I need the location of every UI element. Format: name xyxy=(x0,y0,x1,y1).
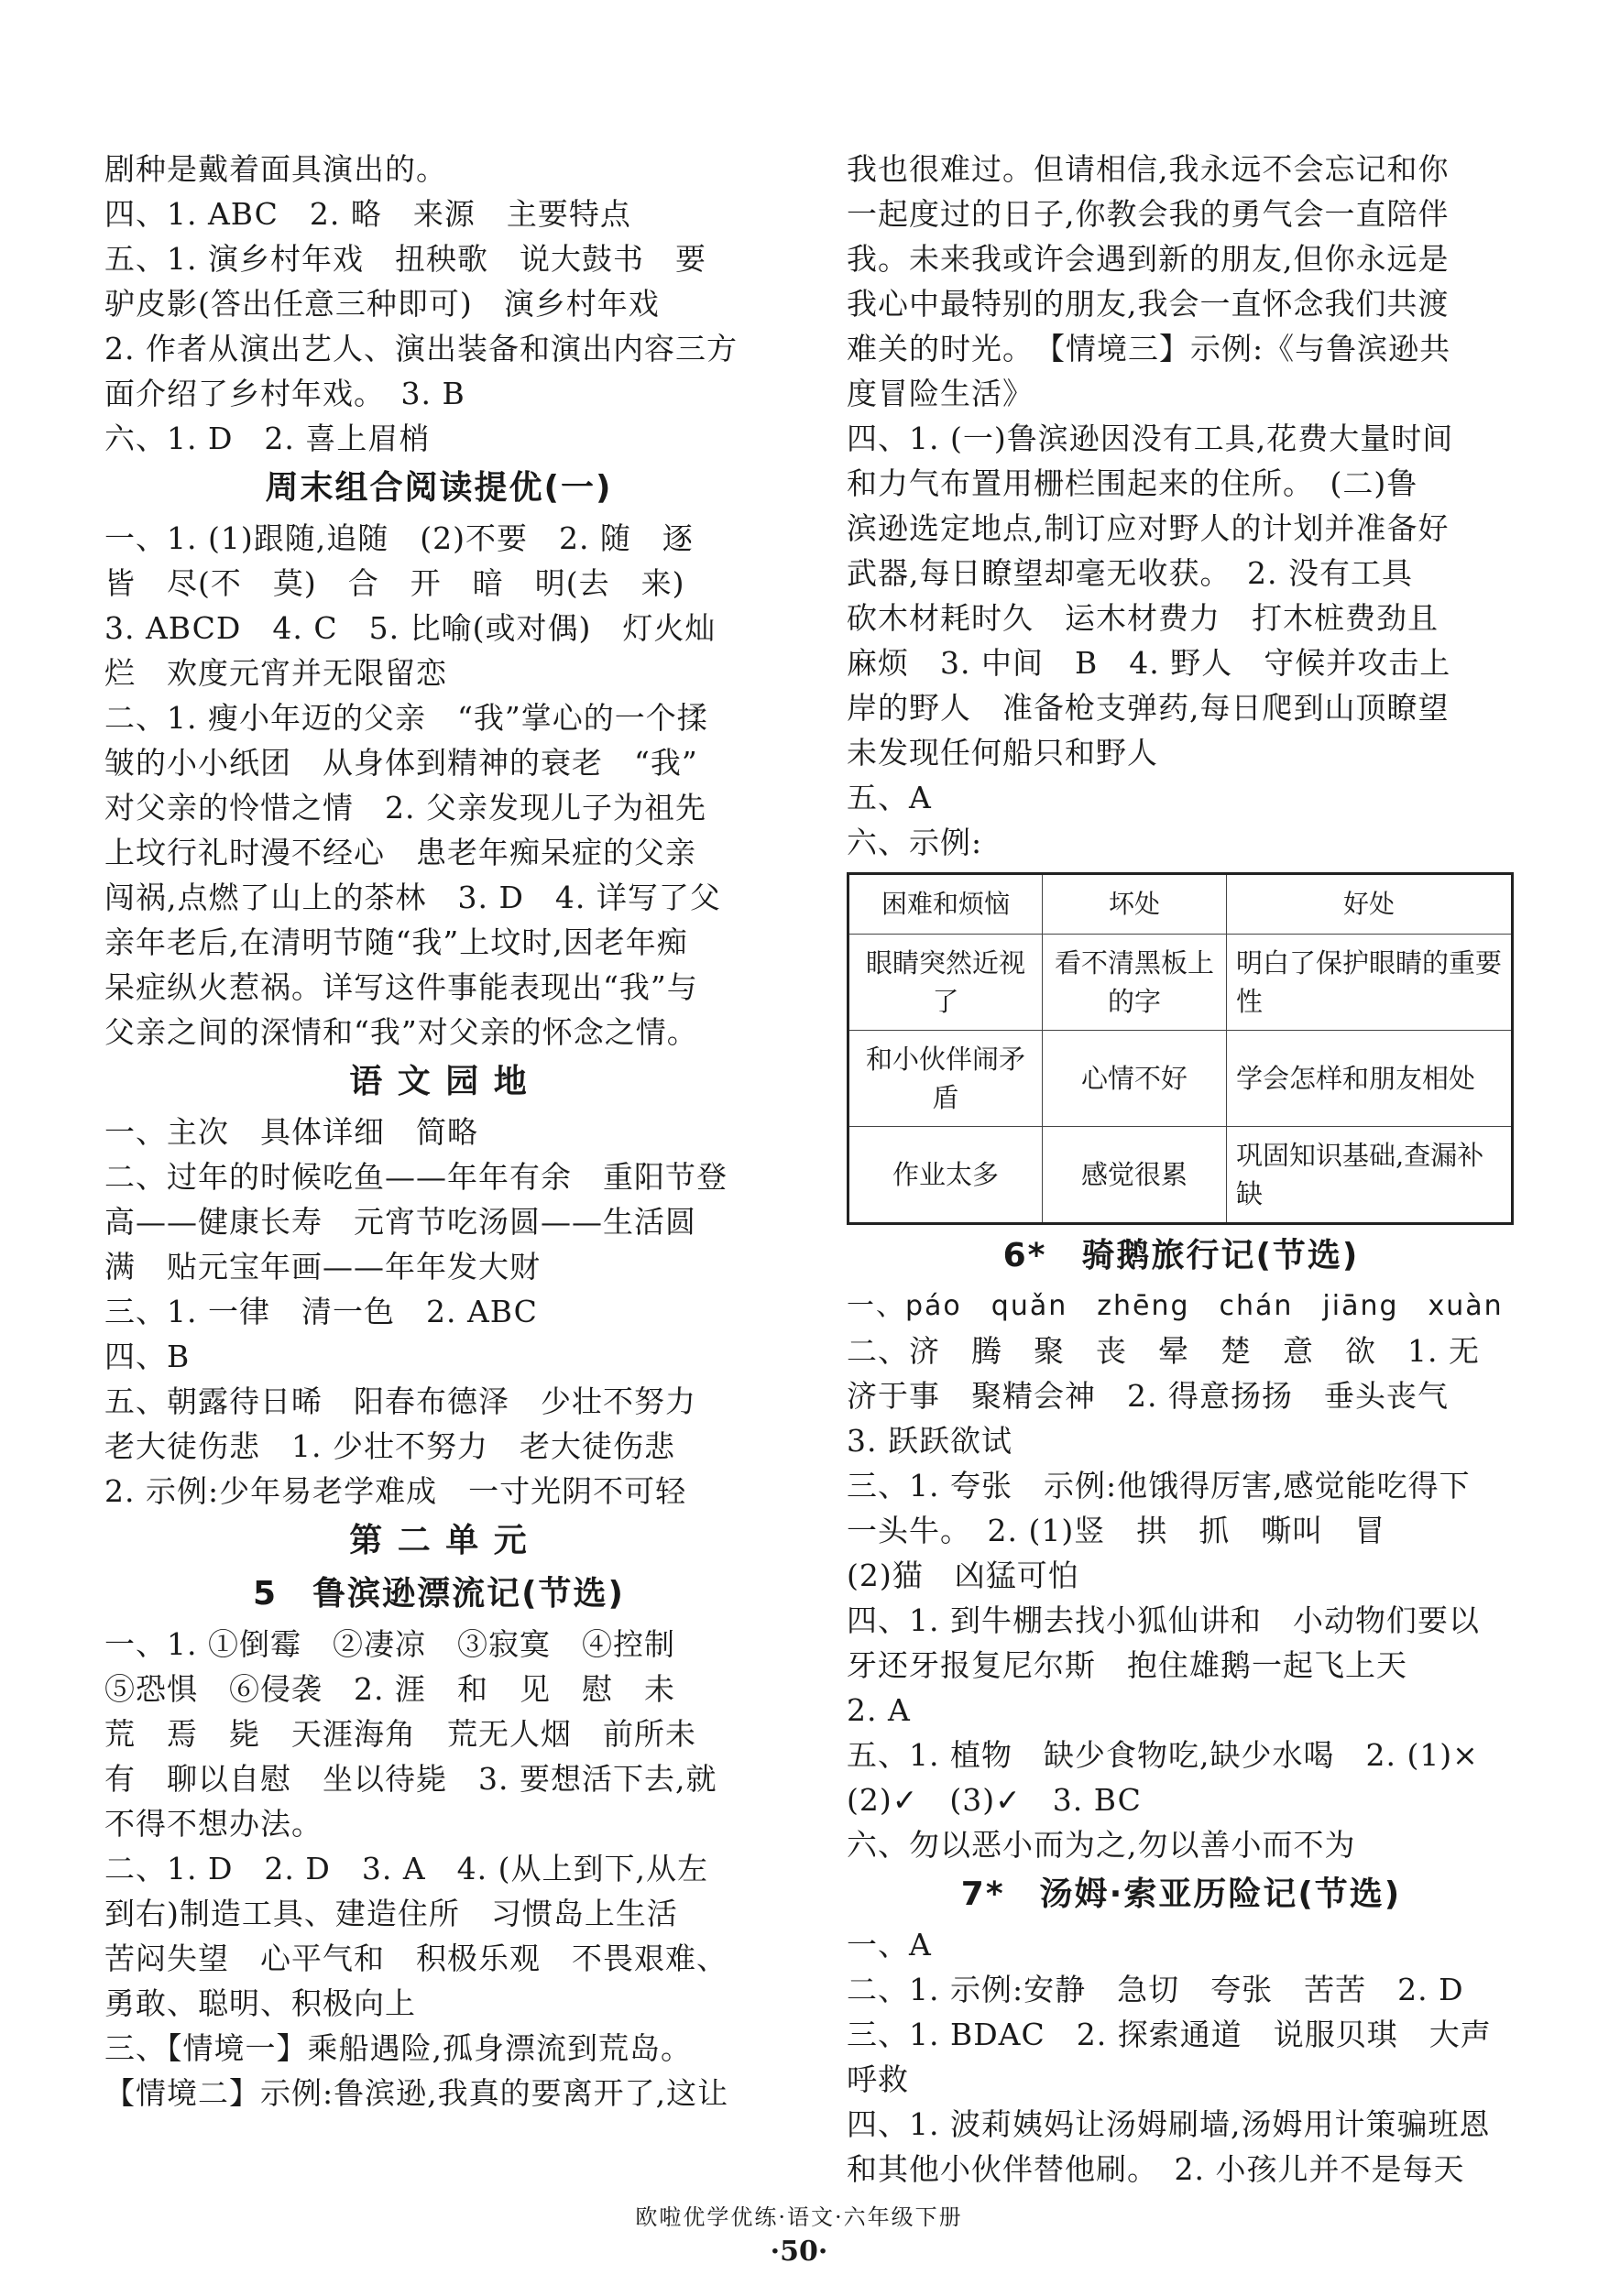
answer-line: 武器,每日瞭望却毫无收获。 2. 没有工具 xyxy=(847,555,1413,591)
answer-line: 五、朝露待日晞 阳春布德泽 少壮不努力 xyxy=(104,1383,696,1419)
answer-line: ⑤恐惧 ⑥侵袭 2. 涯 和 见 慰 未 xyxy=(104,1671,675,1707)
lesson-heading: 6* 骑鹅旅行记(节选) xyxy=(1002,1237,1360,1274)
pinyin-line: 一、páo quǎn zhēng chán jiāng xuàn xyxy=(847,1290,1504,1322)
answer-line: 呆症纵火惹祸。详写这件事能表现出“我”与 xyxy=(104,969,698,1005)
answer-line: 六、1. D 2. 喜上眉梢 xyxy=(104,421,431,456)
table-cell: 看不清黑板上的字 xyxy=(1043,935,1227,1031)
table-cell: 作业太多 xyxy=(848,1127,1043,1224)
answer-line: 一、1. ①倒霉 ②凄凉 ③寂寞 ④控制 xyxy=(104,1626,675,1662)
answer-line: (2)✓ (3)✓ 3. BC xyxy=(847,1782,1142,1818)
table-cell: 学会怎样和朋友相处 xyxy=(1227,1031,1513,1127)
answer-line: 三、1. 一律 清一色 2. ABC xyxy=(104,1294,538,1329)
answer-line: 满 贴元宝年画——年年发大财 xyxy=(104,1249,541,1285)
answer-line: 呼救 xyxy=(847,2061,909,2097)
answer-line: 勇敢、聪明、积极向上 xyxy=(104,1985,416,2021)
answer-line: 一、1. (1)跟随,追随 (2)不要 2. 随 逐 xyxy=(104,520,694,556)
answer-line: 度冒险生活》 xyxy=(847,376,1034,411)
answer-line: 未发现任何船只和野人 xyxy=(847,735,1158,771)
answer-line: 亲年老后,在清明节随“我”上坟时,因老年痴 xyxy=(104,924,688,960)
table-cell: 和小伙伴闹矛盾 xyxy=(848,1031,1043,1127)
footer-title: 欧啦优学优练·语文·六年级下册 xyxy=(635,2204,963,2230)
table-cell: 心情不好 xyxy=(1043,1031,1227,1127)
answer-line: 不得不想办法。 xyxy=(104,1806,323,1842)
answer-line: 五、A xyxy=(847,780,932,815)
answer-line: 二、济 腾 聚 丧 晕 楚 意 欲 1. 无 xyxy=(847,1333,1480,1369)
table-header: 好处 xyxy=(1227,874,1513,935)
table-cell: 眼睛突然近视了 xyxy=(848,935,1043,1031)
table-cell: 巩固知识基础,查漏补缺 xyxy=(1227,1127,1513,1224)
answer-line: 一、A xyxy=(847,1927,932,1963)
answer-line: 难关的时光。 【情境三】示例:《与鲁滨逊共 xyxy=(847,331,1451,366)
answer-block xyxy=(847,147,1516,865)
answer-line: 六、勿以恶小而为之,勿以善小而不为 xyxy=(847,1827,1356,1863)
answer-block xyxy=(104,1622,773,2116)
answer-line: 滨逊选定地点,制订应对野人的计划并准备好 xyxy=(847,510,1450,546)
table-header: 困难和烦恼 xyxy=(848,874,1043,935)
answer-line: 五、1. 植物 缺少食物吃,缺少水喝 2. (1)× xyxy=(847,1737,1479,1773)
answer-block xyxy=(847,1922,1516,2192)
answer-line: 二、1. 示例:安静 急切 夸张 苦苦 2. D xyxy=(847,1972,1464,2007)
answer-line: 父亲之间的深情和“我”对父亲的怀念之情。 xyxy=(104,1014,698,1050)
answer-line: 二、1. D 2. D 3. A 4. (从上到下,从左 xyxy=(104,1851,709,1886)
table-row xyxy=(848,1031,1513,1127)
answer-line: 3. ABCD 4. C 5. 比喻(或对偶) 灯火灿 xyxy=(104,610,717,646)
answer-line: 对父亲的怜惜之情 2. 父亲发现儿子为祖先 xyxy=(104,790,706,825)
page-number: ·50· xyxy=(770,2236,828,2268)
answer-line: 上坟行礼时漫不经心 患老年痴呆症的父亲 xyxy=(104,835,696,870)
answer-line: 三、1. BDAC 2. 探索通道 说服贝琪 大声 xyxy=(847,2017,1492,2052)
answer-block xyxy=(847,1328,1516,1867)
answer-line: 皱的小小纸团 从身体到精神的衰老 “我” xyxy=(104,745,698,781)
answer-line: 一、主次 具体详细 简略 xyxy=(104,1114,478,1150)
answer-line: 一头牛。 2. (1)竖 拱 抓 嘶叫 冒 xyxy=(847,1513,1386,1548)
answer-line: 二、过年的时候吃鱼——年年有余 重阳节登 xyxy=(104,1159,728,1195)
answer-line: 2. 作者从演出艺人、演出装备和演出内容三方 xyxy=(104,331,738,366)
answer-line: 【情境二】示例:鲁滨逊,我真的要离开了,这让 xyxy=(104,2075,729,2111)
lesson-heading: 5 鲁滨逊漂流记(节选) xyxy=(253,1575,625,1613)
answer-line: 剧种是戴着面具演出的。 xyxy=(104,151,447,187)
answer-line: 五、1. 演乡村年戏 扭秧歌 说大鼓书 要 xyxy=(104,241,706,277)
answer-line: 有 聊以自慰 坐以待毙 3. 要想活下去,就 xyxy=(104,1761,717,1797)
answer-line: 3. 跃跃欲试 xyxy=(847,1423,1012,1459)
answer-line: 牙还牙报复尼尔斯 抱住雄鹅一起飞上天 xyxy=(847,1647,1407,1683)
answer-line: 六、示例: xyxy=(847,825,983,860)
left-column xyxy=(104,147,773,2116)
answer-line: 一起度过的日子,你教会我的勇气会一直陪伴 xyxy=(847,196,1450,232)
answer-line: (2)猫 凶猛可怕 xyxy=(847,1558,1079,1593)
answer-line: 砍木材耗时久 运木材费力 打木桩费劲且 xyxy=(847,600,1439,636)
answer-line: 闯祸,点燃了山上的茶林 3. D 4. 详写了父 xyxy=(104,880,721,915)
table-cell: 明白了保护眼睛的重要性 xyxy=(1227,935,1513,1031)
answer-line: 岸的野人 准备枪支弹药,每日爬到山顶瞭望 xyxy=(847,690,1450,726)
answer-line: 到右)制造工具、建造住所 习惯岛上生活 xyxy=(104,1896,678,1931)
answer-line: 三、【情境一】乘船遇险,孤身漂流到荒岛。 xyxy=(104,2030,692,2066)
answer-line: 麻烦 3. 中间 B 4. 野人 守候并攻击上 xyxy=(847,645,1451,681)
answer-line: 三、1. 夸张 示例:他饿得厉害,感觉能吃得下 xyxy=(847,1468,1471,1503)
answer-line: 荒 焉 毙 天涯海角 荒无人烟 前所未 xyxy=(104,1716,696,1752)
section-heading: 周末组合阅读提优(一) xyxy=(265,469,613,507)
lesson-heading: 7* 汤姆·索亚历险记(节选) xyxy=(960,1875,1402,1913)
table-row xyxy=(848,1127,1513,1224)
answer-line: 四、1. 波莉姨妈让汤姆刷墙,汤姆用计策骗班恩 xyxy=(847,2106,1491,2142)
answer-line: 驴皮影(答出任意三种即可) 演乡村年戏 xyxy=(104,286,660,322)
answer-line: 和力气布置用栅栏围起来的住所。 (二)鲁 xyxy=(847,465,1418,501)
answer-block xyxy=(104,516,773,1055)
answer-line: 和其他小伙伴替他刷。 2. 小孩儿并不是每天 xyxy=(847,2151,1465,2187)
table-cell: 感觉很累 xyxy=(1043,1127,1227,1224)
answer-line: 四、1. 到牛棚去找小狐仙讲和 小动物们要以 xyxy=(847,1602,1480,1638)
answer-line: 二、1. 瘦小年迈的父亲 “我”掌心的一个揉 xyxy=(104,700,708,736)
answer-line: 2. A xyxy=(847,1692,911,1728)
answer-line: 高——健康长寿 元宵节吃汤圆——生活圆 xyxy=(104,1204,696,1240)
answer-line: 我也很难过。但请相信,我永远不会忘记和你 xyxy=(847,151,1450,187)
table-row xyxy=(848,935,1513,1031)
example-table xyxy=(847,872,1514,1225)
answer-line: 我。未来我或许会遇到新的朋友,但你永远是 xyxy=(847,241,1450,277)
right-column xyxy=(847,147,1516,2192)
answer-line: 2. 示例:少年易老学难成 一寸光阴不可轻 xyxy=(104,1473,687,1509)
answer-block xyxy=(104,1110,773,1514)
answer-line: 四、1. (一)鲁滨逊因没有工具,花费大量时间 xyxy=(847,421,1454,456)
answer-line: 我心中最特别的朋友,我会一直怀念我们共渡 xyxy=(847,286,1450,322)
answer-line: 烂 欢度元宵并无限留恋 xyxy=(104,655,447,691)
answer-line: 四、1. ABC 2. 略 来源 主要特点 xyxy=(104,196,631,232)
answer-line: 济于事 聚精会神 2. 得意扬扬 垂头丧气 xyxy=(847,1378,1449,1414)
answer-line: 四、B xyxy=(104,1339,191,1374)
answer-line: 苦闷失望 心平气和 积极乐观 不畏艰难、 xyxy=(104,1941,728,1976)
answer-line: 皆 尽(不 莫) 合 开 暗 明(去 来) xyxy=(104,565,685,601)
table-header-row xyxy=(848,874,1513,935)
table-header: 坏处 xyxy=(1043,874,1227,935)
answer-line: 面介绍了乡村年戏。 3. B xyxy=(104,376,465,411)
answer-line: 老大徒伤悲 1. 少壮不努力 老大徒伤悲 xyxy=(104,1428,675,1464)
section-heading: 语 文 园 地 xyxy=(349,1063,529,1100)
answer-block xyxy=(104,147,773,461)
unit-heading: 第 二 单 元 xyxy=(349,1522,529,1559)
